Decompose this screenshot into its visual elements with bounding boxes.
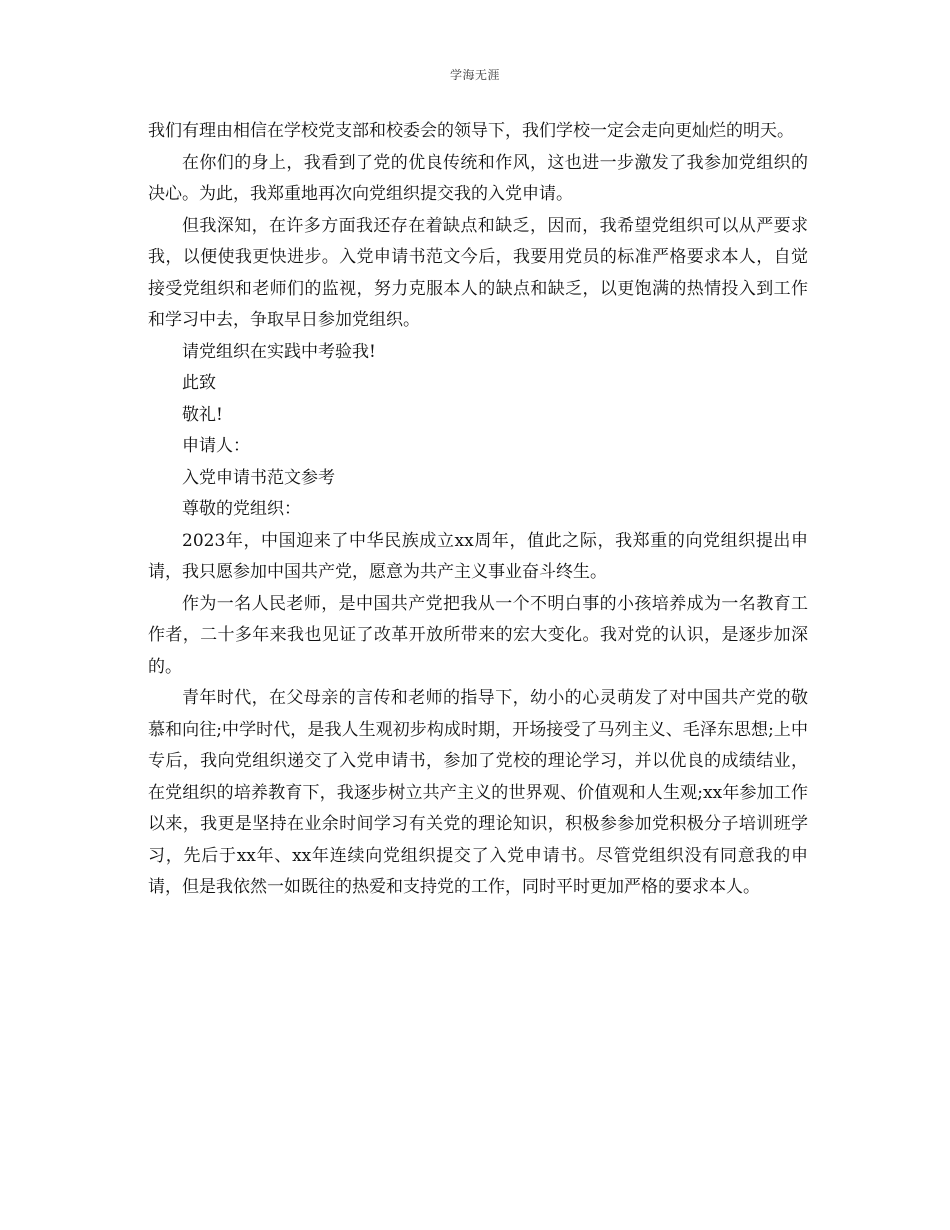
paragraph: 请党组织在实践中考验我! (182, 341, 376, 362)
applicant-label: 申请人： (182, 436, 250, 456)
paragraph: 我们有理由相信在学校党支部和校委会的领导下，我们学校一定会走向更灿烂的明天。 (148, 121, 794, 141)
section-title: 入党申请书范文参考 (182, 467, 335, 488)
paragraph: 作为一名人民老师，是中国共产党把我从一个不明白事的小孩培养成为一名教育工作者，二十多年来我也见证了改革开放所带来的宏大变化。我对党的认识，是逐步加深的。 (148, 593, 808, 677)
document-body (148, 116, 808, 904)
closing-salute: 敬礼! (182, 404, 223, 425)
salutation: 尊敬的党组织： (182, 499, 301, 519)
paragraph: 青年时代，在父母亲的言传和老师的指导下，幼小的心灵萌发了对中国共产党的敬慕和向往;中学时代，是我人生观初步构成时期，开场接受了马列主义、毛泽东思想;上中专后，我向党组织递交了入党申请书，参加了党校的理论学习，并以优良的成绩结业，在党组织的培养教育下，我逐步树立共产主义的世界观、价值观和人生观;xx年参加工作以来，我更是坚持在业余时间学习有关党的理论知识，积极参参加党积极分子培训班学习，先后于xx年、xx年连续向党组织提交了入党申请书。尽管党组织没有同意我的申请，但是我依然一如既往的热爱和支持党的工作，同时平时更加严格的要求本人。 (148, 688, 808, 897)
page-header: 学海无涯 (449, 68, 500, 82)
paragraph: 在你们的身上，我看到了党的优良传统和作风，这也进一步激发了我参加党组织的决心。为此，我郑重地再次向党组织提交我的入党申请。 (148, 152, 808, 204)
closing-line: 此致 (182, 373, 216, 393)
paragraph: 但我深知，在许多方面我还存在着缺点和缺乏，因而，我希望党组织可以从严要求我，以便使我更快进步。入党申请书范文今后，我要用党员的标准严格要求本人，自觉接受党组织和老师们的监视，努力克服本人的缺点和缺乏，以更饱满的热情投入到工作和学习中去，争取早日参加党组织。 (148, 215, 808, 330)
paragraph: 2023年，中国迎来了中华民族成立xx周年，值此之际，我郑重的向党组织提出申请，我只愿参加中国共产党，愿意为共产主义事业奋斗终生。 (148, 530, 808, 582)
